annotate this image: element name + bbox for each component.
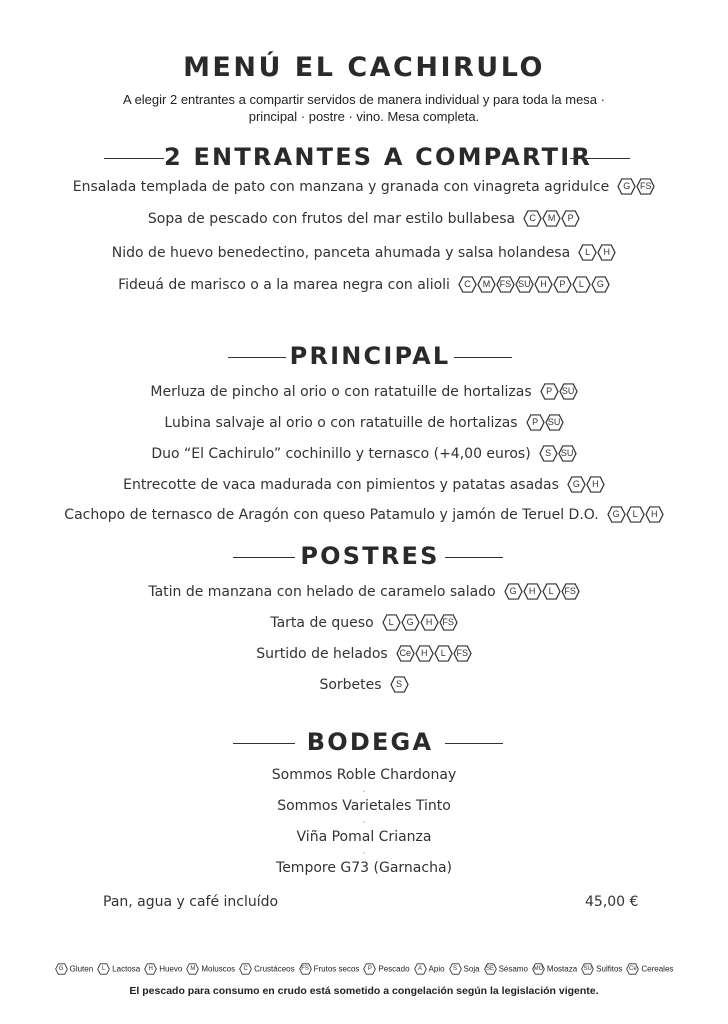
allergen-badges [396,645,472,662]
allergen-badge-icon [545,414,564,431]
allergen-badge-icon [558,445,577,462]
heading-rule-right [570,158,630,159]
allergen-badge-icon [414,963,427,975]
wine-item: Tempore G73 (Garnacha) [276,860,452,876]
menu-item [0,383,728,400]
allergen-code: G [509,586,517,596]
legend-label: Cereales [641,964,674,974]
allergen-code: P [367,966,372,972]
legend-label: Soja [463,964,480,974]
allergen-badges [567,476,605,493]
legend-label: Apio [428,964,445,974]
allergen-code: C [464,279,471,289]
allergen-badge-icon [523,583,542,600]
allergen-badge-icon [539,445,558,462]
legend-label: Gluten [69,964,94,974]
allergen-code: SU [583,966,592,972]
heading-rule-left [233,557,295,558]
legend-label: Lactosa [112,964,141,974]
legend-item [239,963,294,975]
wine-item: Sommos Varietales Tinto [277,798,451,814]
legend-label: Sésamo [498,964,528,974]
menu-item [0,276,728,293]
legend-label: Sulfitos [596,964,623,974]
allergen-badge-icon [382,614,401,631]
allergen-code: L [578,279,584,289]
allergen-badge-icon [504,583,523,600]
allergen-badge-icon [477,276,496,293]
allergen-badge-icon [586,476,605,493]
wine-separator: · [362,849,366,858]
allergen-code: SE [486,966,495,972]
allergen-badges [458,276,610,293]
allergen-badge-icon [420,614,439,631]
allergen-code: P [567,213,574,223]
allergen-code: SU [560,448,574,458]
allergen-badge-icon [449,963,462,975]
allergen-badge-icon [396,645,415,662]
dish-name: Fideuá de marisco o a la marea negra con alioli [118,276,450,293]
allergen-badge-icon [542,583,561,600]
allergen-code: M [547,213,556,223]
allergen-badge-icon [515,276,534,293]
legend-item [55,963,94,975]
dish-name: Entrecotte de vaca madurada con pimientos y patatas asadas [123,476,559,493]
allergen-badges [523,210,580,227]
allergen-badge-icon [534,276,553,293]
allergen-code: FS [456,648,468,658]
allergen-code: H [650,509,658,519]
heading-entrantes: 2 ENTRANTES A COMPARTIR [164,143,593,171]
allergen-badge-icon [526,414,545,431]
allergen-badge-icon [144,963,157,975]
allergen-code: P [546,386,553,396]
allergen-badge-icon [581,963,594,975]
dish-name: Nido de huevo benedectino, panceta ahumada y salsa holandesa [111,244,571,261]
allergen-code: H [425,617,433,627]
allergen-code: L [585,247,591,257]
legend-label: Frutos secos [313,964,360,974]
wine-item: Viña Pomal Crianza [296,829,432,845]
allergen-code: FS [564,586,576,596]
menu-item [0,583,728,600]
dish-name: Ensalada templada de pato con manzana y granada con vinagreta agridulce [72,178,610,195]
allergen-code: C [529,213,536,223]
menu-item [0,210,728,227]
wine-item: Sommos Roble Chardonay [271,767,457,783]
allergen-code: MO [533,966,544,972]
dish-name: Duo “El Cachirulo” cochinillo y ternasco (+4,00 euros) [151,445,531,462]
allergen-badge-icon [458,276,477,293]
allergen-code: S [545,448,552,458]
heading-rule-left [233,743,295,744]
legend-item [449,963,480,975]
allergen-badge-icon [97,963,110,975]
allergen-badge-icon [559,383,578,400]
allergen-badge-icon [561,583,580,600]
included-text: Pan, agua y café incluído [103,894,279,910]
allergen-code: H [148,966,153,972]
allergen-code: FS [639,181,652,191]
menu-item [0,414,728,431]
allergen-badge-icon [434,645,453,662]
allergen-code: G [596,279,604,289]
menu-title: MENÚ EL CACHIRULO [183,52,545,83]
wine-separator: · [362,818,366,827]
heading-rule-left [228,357,286,358]
intro-line-1: A elegir 2 entrantes a compartir servidos de manera individual y para toda la mesa · [123,92,605,107]
allergen-code: L [548,586,554,596]
allergen-badges [390,676,409,693]
legend-label: Moluscos [201,964,236,974]
allergen-code: C [243,966,248,972]
menu-intro [60,91,668,125]
allergen-badge-icon [299,963,312,975]
legend-label: Huevo [159,964,183,974]
menu-item [0,676,728,693]
allergen-badge-icon [401,614,420,631]
allergen-code: P [559,279,566,289]
allergen-badge-icon [496,276,515,293]
heading-postres: POSTRES [300,542,440,570]
menu-item [0,506,728,523]
allergen-code: Ce [399,648,411,658]
allergen-badge-icon [239,963,252,975]
dish-name: Sopa de pescado con frutos del mar estilo bullabesa [147,210,516,227]
legend-label: Pescado [378,964,410,974]
menu-item [0,476,728,493]
allergen-code: FS [442,617,454,627]
legend-item [363,963,409,975]
allergen-badge-icon [626,506,645,523]
legend-item [626,963,673,975]
heading-rule-right [445,557,503,558]
allergen-code: G [612,509,620,519]
menu-item [0,645,728,662]
allergen-badge-icon [484,963,497,975]
allergen-code: G [623,181,631,191]
allergen-code: L [388,617,394,627]
dish-name: Tatin de manzana con helado de caramelo salado [148,583,496,600]
legend-item [532,963,577,975]
allergen-code: H [540,279,547,289]
allergen-code: G [406,617,414,627]
allergen-badge-icon [363,963,376,975]
allergen-code: SU [518,279,531,289]
allergen-code: H [420,648,428,658]
fish-note: El pescado para consumo en crudo está sometido a congelación según la legislación vigente. [129,985,599,997]
heading-bodega: BODEGA [306,728,434,756]
menu-item [0,178,728,195]
dish-name: Surtido de helados [256,645,388,662]
allergen-code: S [453,966,458,972]
dish-name: Cachopo de ternasco de Aragón con queso Patamulo y jamón de Teruel D.O. [64,506,599,523]
heading-rule-left [104,158,164,159]
allergen-code: A [418,966,423,972]
allergen-badge-icon [415,645,434,662]
allergen-badge-icon [597,244,616,261]
allergen-code: SU [547,417,561,427]
allergen-badge-icon [578,244,597,261]
allergen-badge-icon [607,506,626,523]
allergen-code: H [603,247,610,257]
allergen-badge-icon [390,676,409,693]
allergen-legend [0,963,728,975]
allergen-code: G [58,966,64,972]
allergen-badge-icon [567,476,586,493]
allergen-badge-icon [617,178,636,195]
allergen-code: P [532,417,539,427]
allergen-code: L [440,648,446,658]
allergen-code: S [396,679,403,689]
allergen-badge-icon [636,178,655,195]
allergen-badge-icon [572,276,591,293]
allergen-badge-icon [540,383,559,400]
allergen-code: FS [499,279,512,289]
menu-item [0,445,728,462]
dish-name: Merluza de pincho al orio o con ratatuille de hortalizas [150,383,532,400]
allergen-badge-icon [542,210,561,227]
allergen-badges [617,178,655,195]
intro-line-2: principal · postre · vino. Mesa completa. [248,109,480,124]
allergen-badge-icon [645,506,664,523]
allergen-badge-icon [532,963,545,975]
dish-name: Lubina salvaje al orio o con ratatuille de hortalizas [164,414,518,431]
allergen-badges [578,244,616,261]
allergen-code: M [482,279,491,289]
allergen-badge-icon [553,276,572,293]
allergen-badges [607,506,664,523]
allergen-badge-icon [186,963,199,975]
allergen-badge-icon [523,210,542,227]
allergen-badges [526,414,564,431]
legend-item [144,963,182,975]
legend-item [581,963,622,975]
heading-rule-right [454,357,512,358]
allergen-code: L [102,966,106,972]
allergen-badge-icon [453,645,472,662]
allergen-code: SU [561,386,575,396]
legend-item [299,963,360,975]
allergen-code: H [528,586,536,596]
legend-item [186,963,235,975]
allergen-badge-icon [591,276,610,293]
allergen-badges [539,445,577,462]
allergen-badge-icon [561,210,580,227]
allergen-code: M [190,966,196,972]
allergen-code: Ce [629,966,637,972]
wine-separator: · [362,787,366,796]
allergen-badges [540,383,578,400]
dish-name: Sorbetes [319,676,382,693]
allergen-badge-icon [439,614,458,631]
allergen-badge-icon [55,963,68,975]
allergen-code: L [632,509,638,519]
legend-label: Mostaza [546,964,578,974]
heading-principal: PRINCIPAL [289,342,451,370]
dish-name: Tarta de queso [270,614,374,631]
legend-item [414,963,445,975]
allergen-code: H [592,479,599,489]
legend-item [484,963,528,975]
heading-rule-right [445,743,503,744]
menu-item [0,244,728,261]
allergen-badges [382,614,458,631]
menu-item [0,614,728,631]
allergen-code: FS [301,966,309,972]
legend-item [97,963,140,975]
allergen-badges [504,583,580,600]
allergen-badge-icon [626,963,639,975]
menu-price: 45,00 € [585,894,639,910]
legend-label: Crustáceos [254,964,295,974]
allergen-code: G [572,479,580,489]
